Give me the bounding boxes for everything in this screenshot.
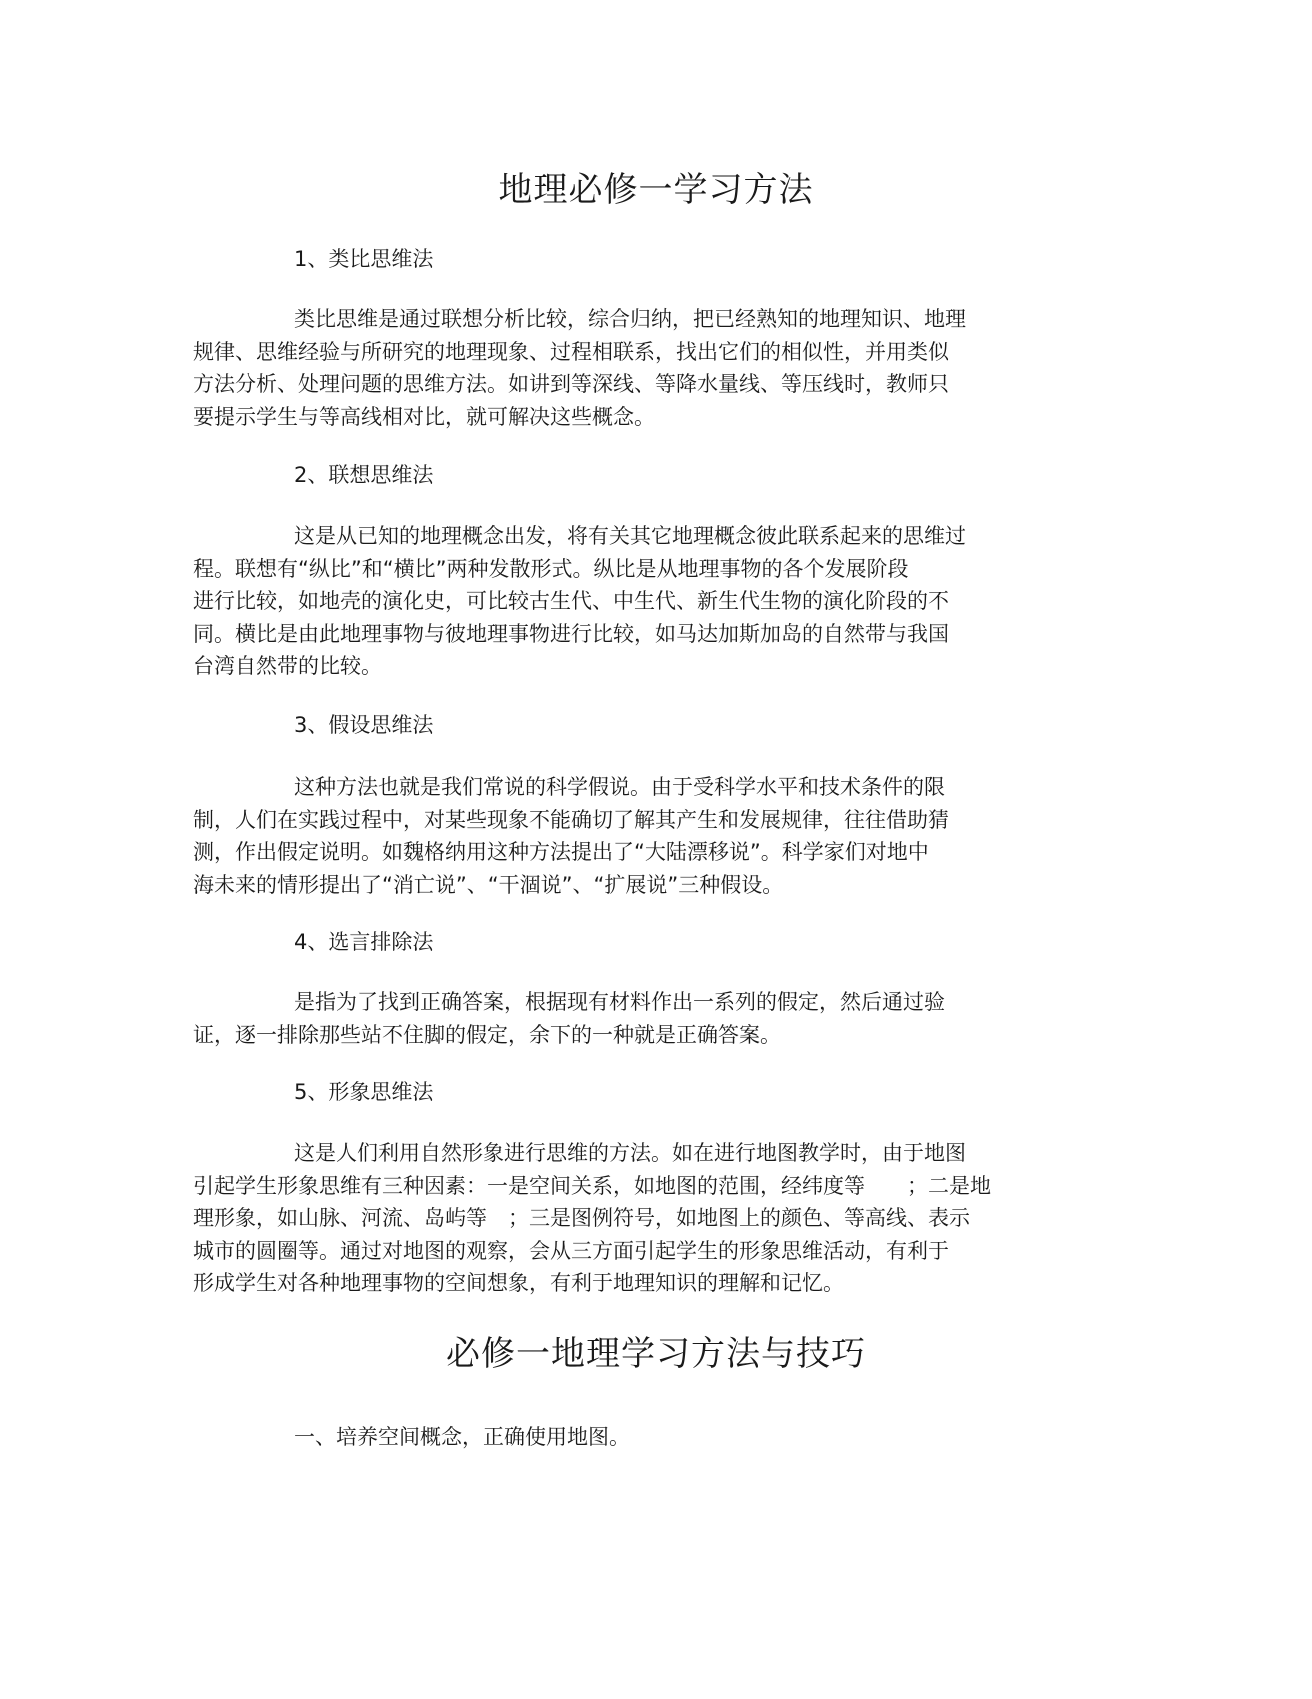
paragraph-line: 类比思维是通过联想分析比较，综合归纳，把已经熟知的地理知识、地理: [294, 307, 966, 331]
paragraph-line: 同。横比是由此地理事物与彼地理事物进行比较，如马达加斯加岛的自然带与我国: [193, 621, 949, 646]
section-heading-4: 4、选言排除法: [294, 930, 434, 954]
paragraph-line: 城市的圆圈等。通过对地图的观察，会从三方面引起学生的形象思维活动，有利于: [193, 1238, 949, 1263]
paragraph-line: 制，人们在实践过程中，对某些现象不能确切了解其产生和发展规律，往往借助猜: [193, 807, 949, 832]
section-paragraph-4: [193, 986, 1053, 1051]
section-paragraph-5: [193, 1137, 1053, 1300]
section-heading-1: 1、类比思维法: [294, 247, 434, 271]
paragraph-line: 要提示学生与等高线相对比，就可解决这些概念。: [193, 404, 655, 429]
paragraph-line: 证，逐一排除那些站不住脚的假定，余下的一种就是正确答案。: [193, 1022, 781, 1047]
paragraph-line: 规律、思维经验与所研究的地理现象、过程相联系，找出它们的相似性，并用类似: [193, 339, 949, 364]
paragraph-line: 这是从已知的地理概念出发，将有关其它地理概念彼此联系起来的思维过: [294, 524, 966, 548]
section-paragraph-2: [193, 520, 1053, 683]
section-heading-3: 3、假设思维法: [294, 713, 434, 737]
paragraph-line: 测，作出假定说明。如魏格纳用这种方法提出了“大陆漂移说”。科学家们对地中: [193, 840, 929, 864]
second-title: 必修一地理学习方法与技巧: [446, 1334, 866, 1374]
section-heading-2: 2、联想思维法: [294, 463, 434, 487]
paragraph-line: 方法分析、处理问题的思维方法。如讲到等深线、等降水量线、等压线时，教师只: [193, 372, 949, 396]
paragraph-line: 理形象，如山脉、河流、岛屿等 ；三是图例符号，如地图上的颜色、等高线、表示: [193, 1206, 970, 1230]
section-paragraph-3: [193, 771, 1053, 901]
paragraph-line: 是指为了找到正确答案，根据现有材料作出一系列的假定，然后通过验: [294, 990, 945, 1014]
paragraph-line: 海未来的情形提出了“消亡说”、“干涸说”、“扩展说”三种假设。: [193, 872, 784, 897]
paragraph-line: 程。联想有“纵比”和“横比”两种发散形式。纵比是从地理事物的各个发展阶段: [193, 556, 909, 581]
paragraph-line: 台湾自然带的比较。: [193, 654, 382, 678]
paragraph-line: 这种方法也就是我们常说的科学假说。由于受科学水平和技术条件的限: [294, 775, 945, 799]
page-title: 地理必修一学习方法: [498, 170, 814, 210]
paragraph-line: 形成学生对各种地理事物的空间想象，有利于地理知识的理解和记忆。: [193, 1271, 844, 1295]
paragraph-line: 引起学生形象思维有三种因素：一是空间关系，如地图的范围，经纬度等 ；二是地: [193, 1173, 991, 1198]
paragraph-line: 这是人们利用自然形象进行思维的方法。如在进行地图教学时，由于地图: [294, 1141, 966, 1165]
subsection-heading: 一、培养空间概念，正确使用地图。: [294, 1425, 630, 1449]
paragraph-line: 进行比较，如地壳的演化史，可比较古生代、中生代、新生代生物的演化阶段的不: [193, 589, 949, 613]
section-paragraph-1: [193, 303, 1053, 433]
section-heading-5: 5、形象思维法: [294, 1080, 434, 1104]
